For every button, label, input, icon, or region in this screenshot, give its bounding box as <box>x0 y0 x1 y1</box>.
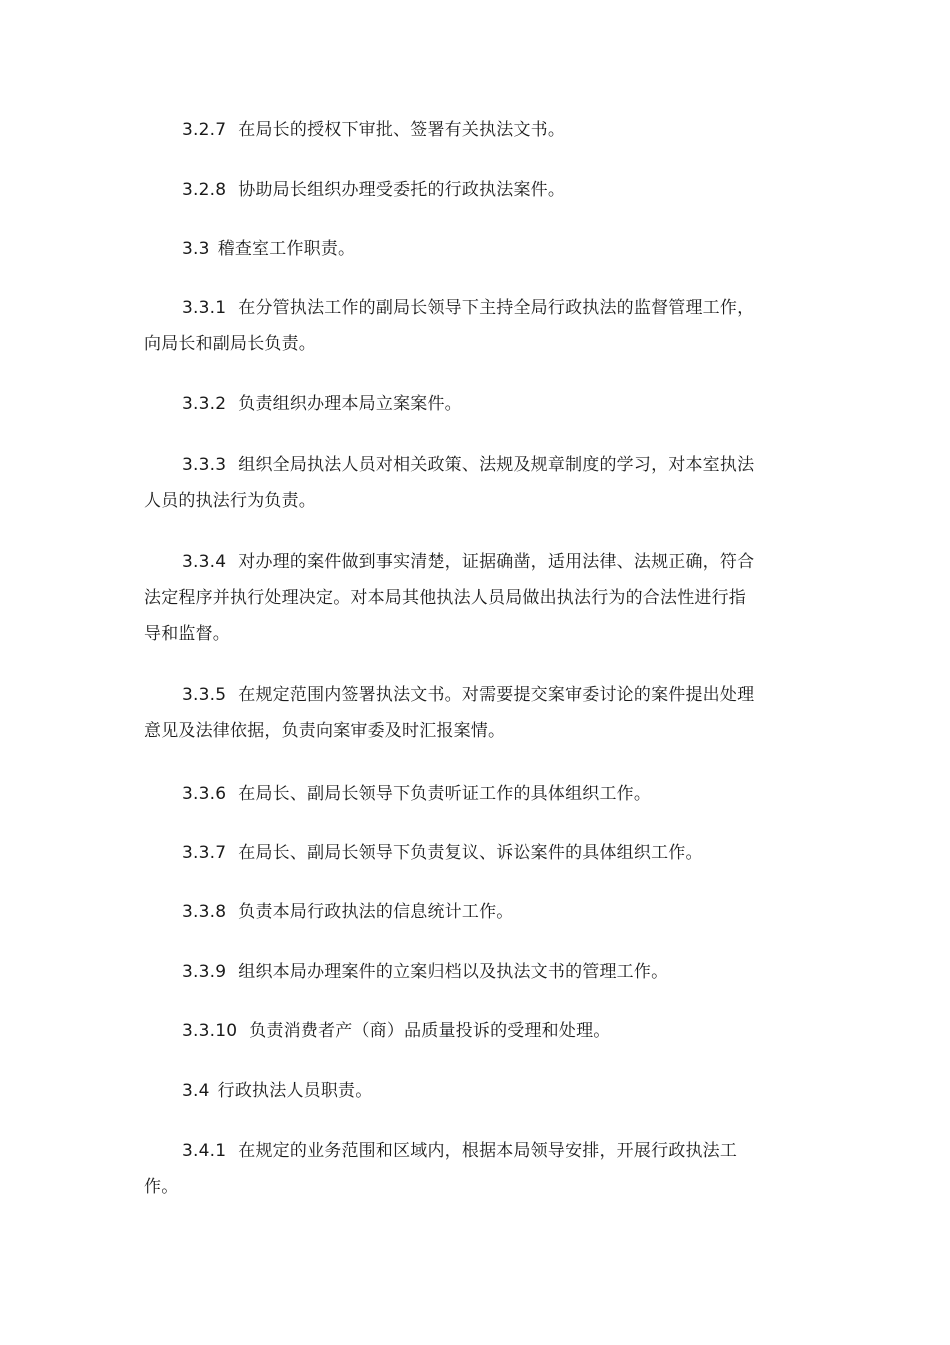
clause-number: 3.3.9 <box>182 962 227 982</box>
clause-text: 负责消费者产（商）品质量投诉的受理和处理。 <box>249 1021 611 1041</box>
paragraph-3-3-3 <box>144 447 756 519</box>
clause-number: 3.2.8 <box>182 180 227 200</box>
paragraph-3-3-5 <box>144 677 756 749</box>
clause-number: 3.3.10 <box>182 1021 238 1041</box>
clause-text: 负责本局行政执法的信息统计工作。 <box>238 902 514 922</box>
clause-text: 在规定范围内签署执法文书。对需要提交案审委讨论的案件提出处理意见及法律依据，负责向案审委及时汇报案情。 <box>144 685 755 741</box>
clause-number: 3.3.3 <box>182 455 227 475</box>
clause-number: 3.4 <box>182 1081 210 1101</box>
clause-text: 在局长、副局长领导下负责听证工作的具体组织工作。 <box>238 784 652 804</box>
clause-text: 协助局长组织办理受委托的行政执法案件。 <box>238 180 566 200</box>
section-heading-3-4 <box>144 1073 756 1109</box>
clause-number: 3.4.1 <box>182 1141 227 1161</box>
clause-number: 3.3 <box>182 239 210 259</box>
clause-text: 稽查室工作职责。 <box>217 239 356 259</box>
paragraph-3-2-8 <box>144 172 756 208</box>
clause-text: 在分管执法工作的副局长领导下主持全局行政执法的监督管理工作，向局长和副局长负责。 <box>144 298 755 354</box>
paragraph-3-3-9 <box>144 954 756 990</box>
paragraph-3-3-2 <box>144 386 756 422</box>
paragraph-3-4-1 <box>144 1133 756 1205</box>
clause-text: 负责组织办理本局立案案件。 <box>238 394 462 414</box>
paragraph-3-3-4 <box>144 544 756 652</box>
paragraph-3-3-10 <box>144 1013 756 1049</box>
clause-text: 组织全局执法人员对相关政策、法规及规章制度的学习，对本室执法人员的执法行为负责。 <box>144 455 755 511</box>
paragraph-3-3-1 <box>144 290 756 362</box>
clause-text: 组织本局办理案件的立案归档以及执法文书的管理工作。 <box>238 962 669 982</box>
clause-number: 3.3.8 <box>182 902 227 922</box>
clause-text: 在局长的授权下审批、签署有关执法文书。 <box>238 120 566 140</box>
clause-text: 对办理的案件做到事实清楚，证据确凿，适用法律、法规正确，符合法定程序并执行处理决定。对本局其他执法人员局做出执法行为的合法性进行指导和监督。 <box>144 552 755 644</box>
clause-number: 3.3.1 <box>182 298 227 318</box>
paragraph-3-3-6 <box>144 776 756 812</box>
clause-number: 3.3.2 <box>182 394 227 414</box>
clause-number: 3.3.5 <box>182 685 227 705</box>
clause-text: 行政执法人员职责。 <box>217 1081 373 1101</box>
paragraph-3-3-8 <box>144 894 756 930</box>
clause-number: 3.3.7 <box>182 843 227 863</box>
clause-number: 3.2.7 <box>182 120 227 140</box>
paragraph-3-2-7 <box>144 112 756 148</box>
section-heading-3-3 <box>144 231 756 267</box>
paragraph-3-3-7 <box>144 835 756 871</box>
clause-text: 在规定的业务范围和区域内，根据本局领导安排，开展行政执法工作。 <box>144 1141 738 1197</box>
clause-number: 3.3.4 <box>182 552 227 572</box>
clause-number: 3.3.6 <box>182 784 227 804</box>
clause-text: 在局长、副局长领导下负责复议、诉讼案件的具体组织工作。 <box>238 843 703 863</box>
